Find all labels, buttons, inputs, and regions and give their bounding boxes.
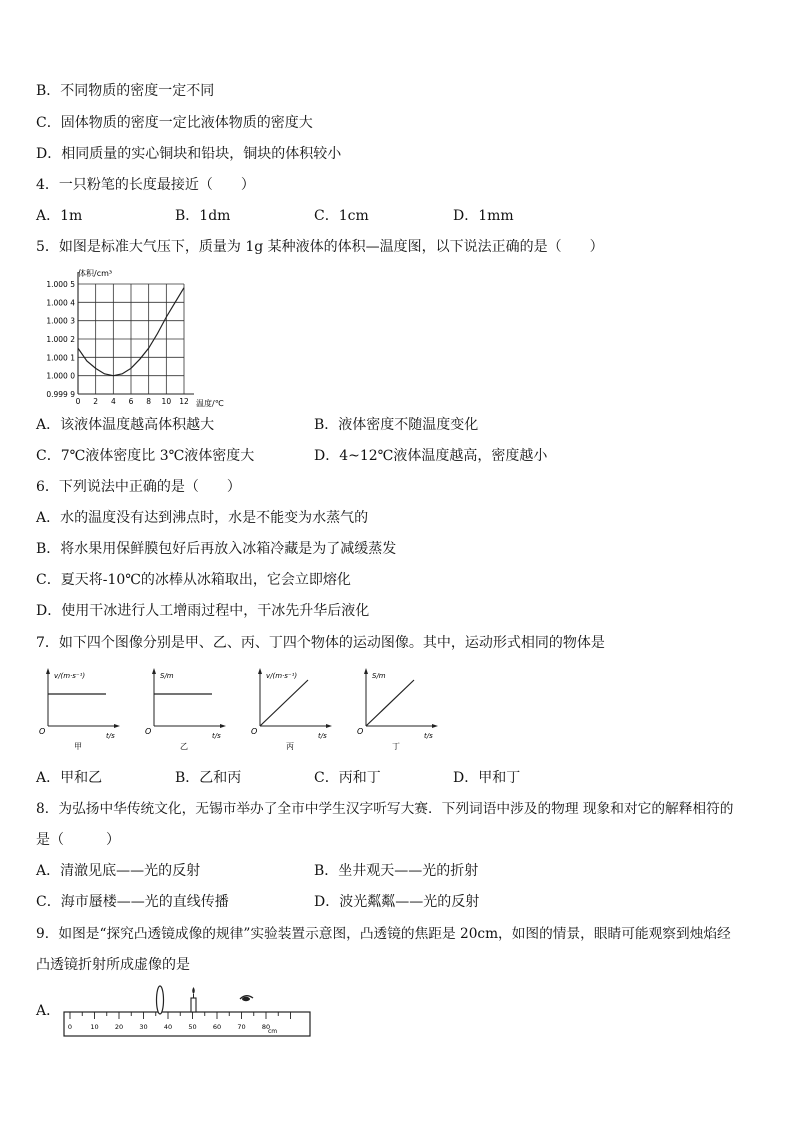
chart-ylabel: 体积/cm³ — [78, 269, 113, 278]
ruler-label: 20 — [114, 1023, 124, 1031]
q7-graph-ding — [354, 666, 444, 754]
ruler-label: 10 — [90, 1023, 99, 1031]
q8-stem-line1: 8．为弘扬中华传统文化，无锡市举办了全市中学生汉字听写大赛．下列词语中涉及的物理 现象和对它的解释相符的 — [36, 801, 734, 817]
chart-ytick-label: 1.000 3 — [46, 316, 75, 326]
graph-origin: O — [39, 727, 46, 736]
q7-graph-jia — [36, 666, 126, 754]
q5-option-a: A．该液体温度越高体积越大 — [36, 417, 215, 433]
graph-ylabel: v/(m·s⁻¹) — [266, 672, 298, 680]
chart-ytick-label: 1.000 4 — [46, 298, 75, 308]
chart-ytick-label: 1.000 2 — [46, 335, 75, 344]
convex-lens — [157, 986, 164, 1014]
graph-origin: O — [357, 727, 364, 736]
q3-option-d: D．相同质量的实心铜块和铅块，铜块的体积较小 — [36, 146, 342, 162]
ruler-label: 80 — [261, 1023, 271, 1031]
q9-stem-line1: 9．如图是“探究凸透镜成像的规律”实验装置示意图，凸透镜的焦距是 20cm，如图的情景，眼睛可能观察到烛焰经 — [36, 926, 731, 942]
q8-option-c: C．海市蜃楼——光的直线传播 — [36, 894, 229, 910]
q4-option-b: B．1dm — [175, 208, 231, 224]
q7-option-a: A．甲和乙 — [36, 770, 103, 786]
q5-stem: 5．如图是标准大气压下，质量为 1g 某种液体的体积—温度图，以下说法正确的是（ ） — [36, 239, 604, 255]
chart-xtick-label: 4 — [110, 397, 116, 406]
q7-graph-bing — [248, 666, 338, 754]
chart-ytick-label: 1.000 1 — [46, 353, 75, 363]
graph-origin: O — [251, 727, 258, 736]
q5-option-c: C．7℃液体密度比 3℃液体密度大 — [36, 448, 255, 464]
eye-icon — [240, 996, 253, 1001]
chart-xtick-label: 6 — [128, 397, 134, 406]
chart-xtick-label: 0 — [75, 397, 81, 406]
graph-caption: 乙 — [180, 742, 188, 751]
q8-option-d: D．波光粼粼——光的反射 — [314, 894, 480, 910]
ruler-label: 0 — [67, 1023, 73, 1031]
graph-xlabel: t/s — [318, 732, 327, 740]
q4-option-d: D．1mm — [453, 208, 514, 224]
q4-stem: 4．一只粉笔的长度最接近（ ） — [36, 177, 255, 193]
graph-caption: 丁 — [392, 742, 400, 751]
q5-option-b: B．液体密度不随温度变化 — [314, 417, 479, 433]
q3-option-c: C．固体物质的密度一定比液体物质的密度大 — [36, 115, 313, 131]
ruler-label: 70 — [237, 1023, 246, 1031]
ruler-unit: cm — [268, 1028, 278, 1035]
ruler-label: 60 — [212, 1023, 222, 1031]
q8-stem-line2: 是（ ） — [36, 832, 120, 848]
q3-option-b: B．不同物质的密度一定不同 — [36, 83, 215, 99]
graph-origin: O — [145, 727, 152, 736]
q6-option-b: B．将水果用保鲜膜包好后再放入冰箱冷藏是为了减缓蒸发 — [36, 541, 397, 557]
graph-ylabel: v/(m·s⁻¹) — [54, 672, 86, 680]
q9-option-a: A． — [36, 1003, 61, 1019]
graph-xlabel: t/s — [106, 732, 115, 740]
ruler-label: 40 — [163, 1023, 173, 1031]
chart-xtick-label: 12 — [179, 397, 189, 406]
q8-option-a: A．清澈见底——光的反射 — [36, 863, 201, 879]
chart-xtick-label: 8 — [146, 397, 152, 406]
q5-volume-temperature-chart — [34, 264, 244, 414]
graph-ylabel: S/m — [160, 672, 174, 680]
q7-option-c: C．丙和丁 — [314, 770, 381, 786]
q4-option-c: C．1cm — [314, 208, 369, 224]
candle — [191, 987, 196, 1012]
q7-option-b: B．乙和丙 — [175, 770, 242, 786]
q7-option-d: D．甲和丁 — [453, 770, 521, 786]
q5-option-d: D．4~12℃液体温度越高，密度越小 — [314, 448, 548, 464]
ruler-label: 50 — [188, 1023, 197, 1031]
chart-xtick-label: 10 — [161, 397, 172, 406]
q6-option-a: A．水的温度没有达到沸点时，水是不能变为水蒸气的 — [36, 510, 369, 526]
chart-ytick-label: 1.000 5 — [46, 280, 75, 289]
graph-caption: 甲 — [74, 742, 82, 751]
q8-option-b: B．坐井观天——光的折射 — [314, 863, 479, 879]
q6-option-c: C．夏天将-10℃的冰棒从冰箱取出，它会立即熔化 — [36, 572, 351, 588]
graph-ylabel: S/m — [372, 672, 386, 680]
chart-ytick-label: 0.999 9 — [46, 390, 75, 399]
q6-stem: 6．下列说法中正确的是（ ） — [36, 479, 241, 495]
q9-optical-bench-a — [62, 982, 314, 1040]
q4-option-a: A．1m — [36, 208, 83, 224]
q6-option-d: D．使用干冰进行人工增雨过程中，干冰先升华后液化 — [36, 603, 370, 619]
q7-graph-yi — [142, 666, 232, 754]
chart-xtick-label: 2 — [93, 397, 99, 406]
graph-xlabel: t/s — [212, 732, 221, 740]
graph-caption: 丙 — [286, 742, 294, 751]
chart-xlabel: 温度/℃ — [196, 399, 224, 408]
q9-stem-line2: 凸透镜折射所成虚像的是 — [36, 957, 190, 973]
graph-xlabel: t/s — [424, 732, 433, 740]
ruler-label: 30 — [139, 1023, 148, 1031]
chart-ytick-label: 1.000 0 — [46, 371, 75, 381]
q7-stem: 7．如下四个图像分别是甲、乙、丙、丁四个物体的运动图像。其中，运动形式相同的物体是 — [36, 635, 605, 651]
